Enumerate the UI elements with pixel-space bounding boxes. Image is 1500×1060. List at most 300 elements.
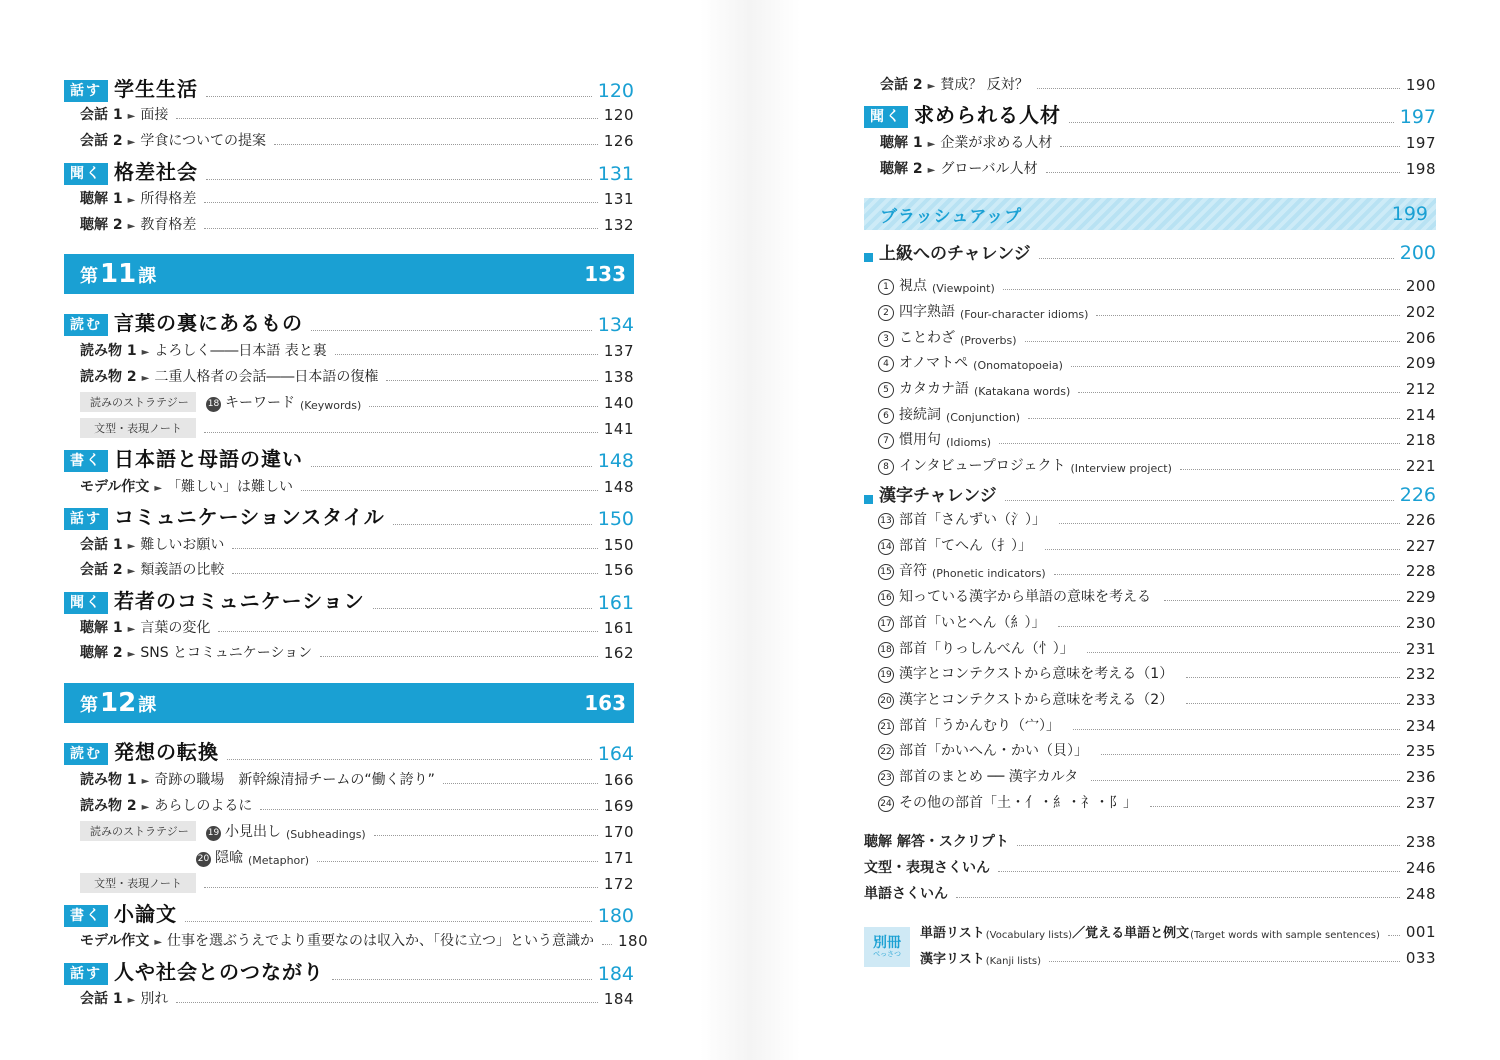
toc-item[interactable] — [64, 418, 634, 438]
toc-item[interactable] — [64, 188, 634, 208]
item-label: モデル作文 — [80, 479, 150, 495]
dot-leader — [1150, 806, 1400, 807]
dot-leader — [1054, 574, 1400, 575]
section-title: 日本語と母語の違い — [114, 447, 303, 471]
dot-leader — [232, 548, 598, 549]
number-badge: 15 — [878, 564, 894, 580]
item-english: (Viewpoint) — [932, 282, 995, 295]
dot-leader — [393, 524, 592, 525]
item-page: 232 — [1405, 665, 1436, 683]
item-english: (Idioms) — [946, 436, 992, 449]
dot-leader — [227, 759, 592, 760]
item-english: (Kanji lists) — [985, 956, 1042, 967]
item-english: (Conjunction) — [946, 411, 1021, 424]
item-title: 部首のまとめ ── 漢字カルタ — [899, 769, 1079, 785]
dot-leader — [373, 608, 592, 609]
item-page: 190 — [1405, 76, 1436, 94]
section-row[interactable] — [64, 737, 634, 765]
item-page: 166 — [603, 771, 634, 789]
section-title: コミュニケーションスタイル — [114, 505, 385, 529]
number-badge: 20 — [878, 693, 894, 709]
toc-item[interactable] — [64, 642, 634, 662]
item-title: 漢字とコンテクストから意味を考える（1） — [899, 666, 1174, 682]
dot-leader — [320, 656, 598, 657]
dot-leader — [311, 466, 592, 467]
section-page: 197 — [1399, 106, 1436, 128]
item-title: 「難しい」は難しい — [167, 479, 294, 495]
item-title: 漢字リスト — [920, 952, 985, 967]
item-page: 197 — [1405, 134, 1436, 152]
section-page: 134 — [597, 314, 634, 336]
dot-leader — [176, 118, 598, 119]
item-title: 部首「さんずい（氵）」 — [899, 512, 1046, 528]
item-page: 214 — [1405, 406, 1436, 424]
heading-page: 200 — [1399, 242, 1436, 264]
item-english: (Katakana words) — [974, 385, 1071, 398]
toc-item[interactable] — [64, 392, 634, 412]
page-gutter — [700, 0, 800, 1060]
item-title: 単語リスト — [920, 926, 985, 941]
toc-item[interactable] — [864, 455, 1436, 475]
item-title: 漢字とコンテクストから意味を考える（2） — [899, 692, 1174, 708]
item-label: 会話 1 — [80, 537, 123, 553]
item-title: 視点 — [899, 278, 927, 294]
number-badge: 18 — [206, 397, 221, 412]
item-page: 238 — [1405, 833, 1436, 851]
dot-leader — [204, 228, 598, 229]
item-label: 読み物 2 — [80, 369, 137, 385]
note-tag: 文型・表現ノート — [80, 418, 196, 438]
section-page: 148 — [597, 450, 634, 472]
toc-item[interactable] — [864, 560, 1436, 580]
item-english: (Four-character idioms) — [960, 308, 1089, 321]
toc-item[interactable] — [64, 104, 634, 124]
lesson-title: 第11 課 — [80, 259, 157, 289]
item-page: 198 — [1405, 160, 1436, 178]
item-title: 慣用句 — [899, 432, 941, 448]
item-page: 170 — [603, 823, 634, 841]
item-english: (Vocabulary lists) — [985, 930, 1073, 941]
dot-leader — [1003, 289, 1400, 290]
item-label: モデル作文 — [80, 933, 150, 949]
item-title: 接続詞 — [899, 407, 941, 423]
arrow-icon: ► — [141, 373, 150, 384]
item-page: 138 — [603, 368, 634, 386]
section-page: 161 — [597, 592, 634, 614]
section-badge: 聞く — [64, 592, 108, 614]
toc-item[interactable] — [864, 792, 1436, 812]
number-badge: 17 — [878, 616, 894, 632]
toc-item[interactable] — [64, 795, 634, 815]
section-badge: 読む — [64, 314, 108, 336]
section-badge: 書く — [64, 905, 108, 927]
dot-leader — [1186, 677, 1400, 678]
arrow-icon: ► — [127, 649, 136, 660]
item-english-2: (Target words with sample sentences) — [1190, 930, 1380, 941]
dot-leader — [204, 202, 598, 203]
item-page: 246 — [1405, 859, 1436, 877]
item-title: グローバル人材 — [940, 161, 1038, 177]
item-label: 読み物 1 — [80, 772, 137, 788]
section-page: 164 — [597, 743, 634, 765]
dot-leader — [232, 573, 598, 574]
item-title: その他の部首「土・亻・糹・礻・阝」 — [899, 795, 1137, 811]
section-row[interactable] — [64, 899, 634, 927]
lesson-11-bar[interactable] — [64, 254, 634, 294]
dot-leader — [1096, 315, 1399, 316]
toc-item[interactable] — [864, 689, 1436, 709]
section-row[interactable] — [64, 157, 634, 185]
item-title: 隠喩 — [215, 850, 243, 866]
strategy-tag: 読みのストラテジー — [80, 392, 196, 412]
item-page: 227 — [1405, 537, 1436, 555]
dot-leader — [1058, 626, 1399, 627]
item-title: オノマトペ — [899, 355, 969, 371]
item-page: 126 — [603, 132, 634, 150]
toc-item[interactable] — [920, 947, 1436, 967]
item-label: 会話 2 — [80, 133, 123, 149]
section-title: 言葉の裏にあるもの — [114, 311, 303, 335]
square-bullet-icon — [864, 495, 873, 504]
toc-item[interactable] — [864, 158, 1436, 178]
toc-item[interactable] — [864, 740, 1436, 760]
item-page: 120 — [603, 106, 634, 124]
toc-item[interactable] — [864, 352, 1436, 372]
dot-leader — [1091, 780, 1400, 781]
dot-leader — [176, 1002, 598, 1003]
toc-item[interactable] — [64, 617, 634, 637]
item-title: ことわざ — [899, 330, 955, 346]
dot-leader — [1060, 146, 1400, 147]
section-row[interactable] — [64, 957, 634, 985]
item-page: 140 — [603, 394, 634, 412]
toc-item[interactable] — [64, 340, 634, 360]
item-page: 221 — [1405, 457, 1436, 475]
toc-item[interactable] — [64, 769, 634, 789]
right-page — [864, 0, 1436, 1060]
item-page: 237 — [1405, 794, 1436, 812]
item-page: 169 — [603, 797, 634, 815]
item-english: (Metaphor) — [248, 854, 310, 867]
arrow-icon: ► — [927, 81, 936, 92]
item-label: 聴解 1 — [880, 135, 923, 151]
dot-leader — [206, 96, 592, 97]
item-title: カタカナ語 — [899, 381, 969, 397]
toc-item[interactable] — [864, 663, 1436, 683]
number-badge: 16 — [878, 590, 894, 606]
dot-leader — [386, 380, 598, 381]
dot-leader — [1025, 341, 1400, 342]
toc-item[interactable] — [64, 130, 634, 150]
toc-item[interactable] — [864, 857, 1436, 877]
number-badge: 18 — [878, 642, 894, 658]
item-label: 聴解 2 — [80, 645, 123, 661]
toc-item[interactable] — [864, 883, 1436, 903]
dot-leader — [1078, 392, 1400, 393]
item-page: 206 — [1405, 329, 1436, 347]
item-page: 209 — [1405, 354, 1436, 372]
toc-item[interactable] — [64, 366, 634, 386]
dot-leader — [1049, 961, 1400, 962]
number-badge: 2 — [878, 305, 894, 321]
strategy-tag: 読みのストラテジー — [80, 821, 196, 841]
item-page: 235 — [1405, 742, 1436, 760]
number-badge: 19 — [206, 826, 221, 841]
item-title: 言葉の変化 — [140, 620, 211, 636]
number-badge: 21 — [878, 719, 894, 735]
item-title: あらしのよるに — [154, 798, 253, 814]
dot-leader — [1388, 935, 1400, 936]
item-page: 033 — [1405, 949, 1436, 967]
item-title: 部首「りっしんべん（忄）」 — [899, 641, 1074, 657]
toc-item[interactable] — [864, 586, 1436, 606]
number-badge: 7 — [878, 433, 894, 449]
arrow-icon: ► — [127, 995, 136, 1006]
dot-leader — [1073, 729, 1400, 730]
item-title: SNS とコミュニケーション — [140, 645, 313, 661]
dot-leader — [443, 783, 598, 784]
item-english: (Keywords) — [300, 399, 362, 412]
number-badge: 14 — [878, 539, 894, 555]
section-row[interactable] — [64, 444, 634, 472]
number-badge: 13 — [878, 513, 894, 529]
item-page: 218 — [1405, 431, 1436, 449]
section-badge: 話す — [64, 963, 108, 985]
brushup-page: 199 — [1391, 203, 1428, 225]
toc-item[interactable] — [64, 821, 634, 841]
item-title: よろしく――日本語 表と裏 — [154, 343, 327, 359]
item-title: 四字熟語 — [899, 304, 955, 320]
toc-item[interactable] — [864, 275, 1436, 295]
number-badge: 24 — [878, 796, 894, 812]
item-page: 137 — [603, 342, 634, 360]
heading-title: 上級へのチャレンジ — [879, 244, 1031, 264]
toc-item[interactable] — [864, 74, 1436, 94]
section-title: 若者のコミュニケーション — [114, 589, 365, 613]
toc-item[interactable] — [64, 214, 634, 234]
section-row[interactable] — [64, 74, 634, 102]
section-badge: 書く — [64, 450, 108, 472]
toc-item[interactable] — [64, 988, 634, 1008]
section-title: 発想の転換 — [114, 740, 219, 764]
dot-leader — [1046, 172, 1400, 173]
item-label: 会話 2 — [880, 77, 923, 93]
item-page: 141 — [603, 420, 634, 438]
item-title: 奇跡の職場 新幹線清掃チームの“働く誇り” — [154, 772, 435, 788]
section-page: 131 — [597, 163, 634, 185]
arrow-icon: ► — [127, 566, 136, 577]
number-badge: 5 — [878, 382, 894, 398]
item-title: 仕事を選ぶうえでより重要なのは収入か、「役に立つ」という意識か — [167, 933, 595, 949]
section-page: 180 — [597, 905, 634, 927]
arrow-icon: ► — [154, 483, 163, 494]
section-row[interactable] — [64, 502, 634, 530]
dot-leader — [1037, 88, 1400, 89]
item-title: 聴解 解答・スクリプト — [864, 834, 1009, 850]
item-page: 162 — [603, 644, 634, 662]
item-title: キーワード — [225, 395, 295, 411]
item-page: 229 — [1405, 588, 1436, 606]
arrow-icon: ► — [154, 937, 163, 948]
arrow-icon: ► — [127, 541, 136, 552]
arrow-icon: ► — [127, 111, 136, 122]
number-badge: 4 — [878, 356, 894, 372]
section-page: 120 — [597, 80, 634, 102]
toc-item[interactable] — [64, 873, 634, 893]
number-badge: 23 — [878, 770, 894, 786]
brushup-title: ブラッシュアップ — [880, 206, 1023, 227]
item-page: 156 — [603, 561, 634, 579]
dot-leader — [999, 443, 1400, 444]
dot-leader — [1059, 523, 1400, 524]
section-badge: 話す — [64, 80, 108, 102]
dot-leader — [374, 835, 598, 836]
item-english: (Phonetic indicators) — [932, 567, 1046, 580]
arrow-icon: ► — [927, 165, 936, 176]
section-title: 人や社会とのつながり — [114, 960, 324, 984]
dot-leader — [1186, 703, 1400, 704]
item-page: 172 — [603, 875, 634, 893]
section-badge: 話す — [64, 508, 108, 530]
square-bullet-icon — [864, 253, 873, 262]
item-page: 248 — [1405, 885, 1436, 903]
note-tag: 文型・表現ノート — [80, 873, 196, 893]
number-badge: 1 — [878, 279, 894, 295]
toc-item[interactable] — [64, 476, 634, 496]
number-badge: 22 — [878, 744, 894, 760]
dot-leader — [998, 871, 1400, 872]
item-title: 類義語の比較 — [140, 562, 225, 578]
item-page: 200 — [1405, 277, 1436, 295]
toc-item[interactable] — [64, 930, 649, 950]
item-page: 233 — [1405, 691, 1436, 709]
item-label: 会話 1 — [80, 991, 123, 1007]
item-english: (Proverbs) — [960, 334, 1017, 347]
dot-leader — [1164, 600, 1400, 601]
toc-item[interactable] — [864, 535, 1436, 555]
section-badge: 聞く — [64, 163, 108, 185]
toc-item[interactable] — [864, 612, 1436, 632]
item-title: 小見出し — [225, 824, 281, 840]
dot-leader — [1101, 754, 1400, 755]
challenge-heading[interactable] — [864, 240, 1436, 264]
item-page: 234 — [1405, 717, 1436, 735]
arrow-icon: ► — [141, 802, 150, 813]
toc-item[interactable] — [864, 831, 1436, 851]
arrow-icon: ► — [127, 624, 136, 635]
toc-item[interactable] — [64, 534, 634, 554]
dot-leader — [204, 887, 598, 888]
item-english: (Onomatopoeia) — [973, 359, 1063, 372]
item-title: 部首「いとへん（糹）」 — [899, 615, 1046, 631]
dot-leader — [218, 631, 598, 632]
toc-item[interactable] — [64, 847, 634, 867]
toc-item[interactable] — [864, 638, 1436, 658]
number-badge: 6 — [878, 408, 894, 424]
item-page: 230 — [1405, 614, 1436, 632]
item-title: 音符 — [899, 563, 927, 579]
dot-leader — [1069, 122, 1394, 123]
item-title-2: ／覚える単語と例文 — [1072, 926, 1190, 941]
item-label: 聴解 2 — [80, 217, 123, 233]
section-row[interactable] — [64, 308, 634, 336]
kanji-heading[interactable] — [864, 482, 1436, 506]
item-label: 会話 1 — [80, 107, 123, 123]
item-english: (Subheadings) — [286, 828, 366, 841]
item-page: 226 — [1405, 511, 1436, 529]
arrow-icon: ► — [927, 139, 936, 150]
item-page: 131 — [603, 190, 634, 208]
toc-item[interactable] — [920, 921, 1436, 941]
toc-item[interactable] — [864, 766, 1436, 786]
dot-leader — [317, 861, 598, 862]
toc-item[interactable] — [64, 559, 634, 579]
left-page — [64, 0, 649, 1060]
arrow-icon: ► — [141, 347, 150, 358]
dot-leader — [206, 179, 592, 180]
toc-item[interactable] — [864, 301, 1436, 321]
section-row[interactable] — [864, 100, 1436, 128]
item-page: 132 — [603, 216, 634, 234]
dot-leader — [301, 490, 598, 491]
dot-leader — [369, 406, 598, 407]
toc-item[interactable] — [864, 509, 1436, 529]
section-row[interactable] — [64, 586, 634, 614]
item-title: 賛成？ 反対？ — [940, 77, 1029, 93]
toc-item[interactable] — [864, 327, 1436, 347]
item-title: 学食についての提案 — [140, 133, 267, 149]
item-label: 会話 2 — [80, 562, 123, 578]
lesson-page: 163 — [584, 691, 626, 715]
item-title: インタビュープロジェクト — [899, 458, 1066, 474]
item-page: 231 — [1405, 640, 1436, 658]
item-title: 単語さくいん — [864, 886, 948, 902]
item-page: 150 — [603, 536, 634, 554]
dot-leader — [1180, 469, 1400, 470]
item-title: 所得格差 — [140, 191, 197, 207]
section-title: 格差社会 — [114, 160, 198, 184]
heading-page: 226 — [1399, 484, 1436, 506]
item-title: 部首「かいへん・かい（貝）」 — [899, 743, 1088, 759]
brushup-bar[interactable] — [864, 198, 1436, 230]
item-title: 企業が求める人材 — [940, 135, 1053, 151]
dot-leader — [1039, 258, 1394, 259]
dot-leader — [1087, 652, 1400, 653]
section-page: 150 — [597, 508, 634, 530]
item-title: 別れ — [140, 991, 169, 1007]
dot-leader — [185, 921, 592, 922]
section-title: 小論文 — [114, 902, 177, 926]
toc-item[interactable] — [864, 132, 1436, 152]
toc-item[interactable] — [864, 715, 1436, 735]
toc-item[interactable] — [864, 404, 1436, 424]
item-page: 236 — [1405, 768, 1436, 786]
dot-leader — [1028, 418, 1400, 419]
section-page: 184 — [597, 963, 634, 985]
section-badge: 読む — [64, 743, 108, 765]
item-title: 二重人格者の会話――日本語の復権 — [154, 369, 379, 385]
dot-leader — [204, 432, 598, 433]
toc-item[interactable] — [864, 378, 1436, 398]
dot-leader — [956, 897, 1400, 898]
toc-item[interactable] — [864, 429, 1436, 449]
lesson-12-bar[interactable] — [64, 683, 634, 723]
item-label: 聴解 2 — [880, 161, 923, 177]
item-page: 161 — [603, 619, 634, 637]
dot-leader — [311, 330, 592, 331]
item-label: 読み物 1 — [80, 343, 137, 359]
dot-leader — [274, 144, 598, 145]
